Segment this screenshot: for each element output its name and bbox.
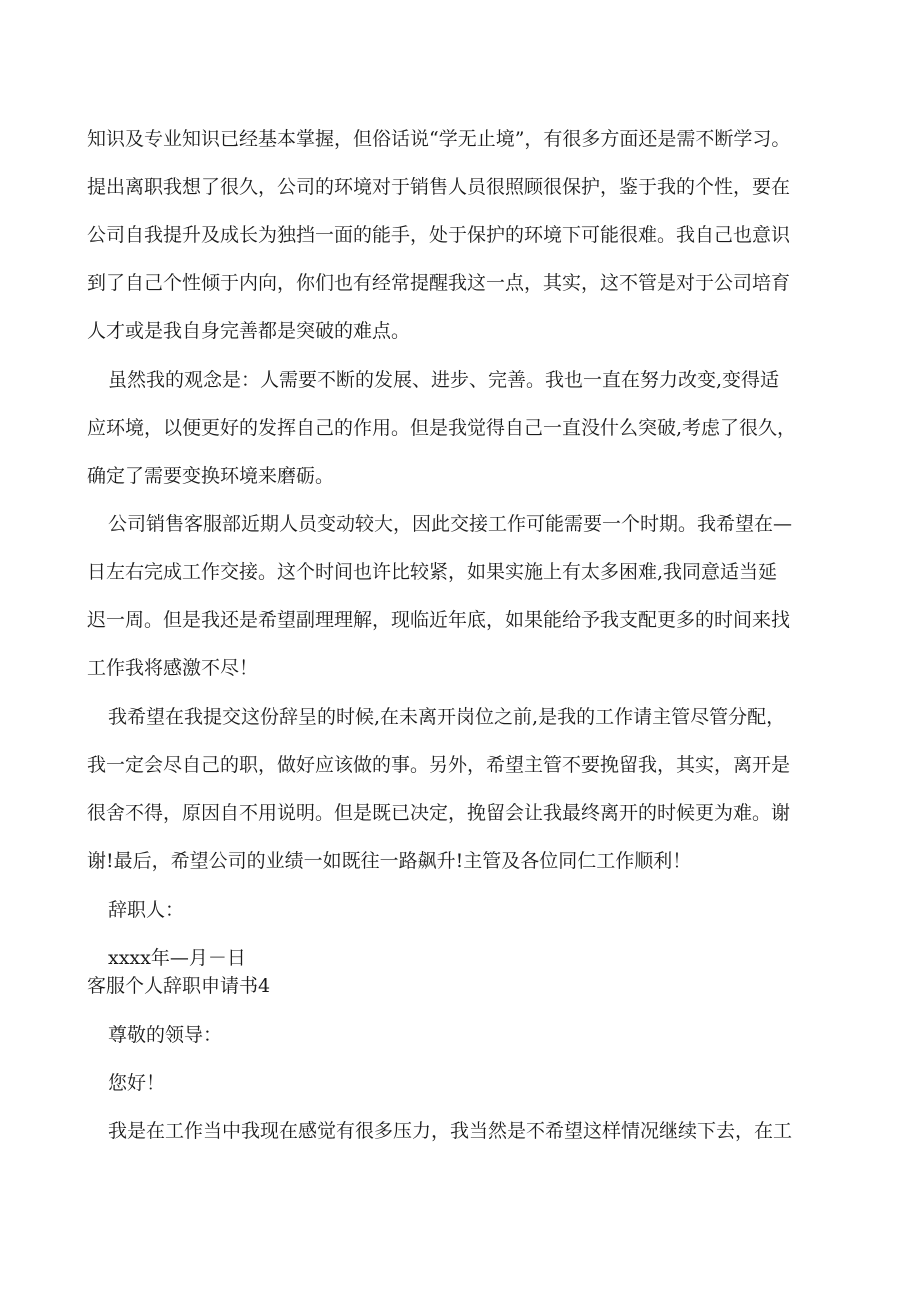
text-line: 知识及专业知识已经基本掌握，但俗话说“学无止境”，有很多方面还是需不断学习。: [87, 128, 791, 150]
text-line: 谢!最后，希望公司的业绩一如既往一路飙升!主管及各位同仁工作顺利！: [87, 850, 692, 872]
signature-label: 辞职人：: [108, 899, 185, 921]
text-line: 迟一周。但是我还是希望副理理解，现临近年底，如果能给予我支配更多的时间来找: [87, 609, 791, 631]
text-line: 公司销售客服部近期人员变动较大，因此交接工作可能需要一个时期。我希望在—: [108, 513, 793, 535]
text-line: 我希望在我提交这份辞呈的时候,在未离开岗位之前,是我的工作请主管尽管分配，: [108, 706, 786, 728]
section-title: 客服个人辞职申请书4: [87, 975, 271, 997]
salutation: 尊敬的领导：: [108, 1024, 223, 1046]
text-line: 到了自己个性倾于内向，你们也有经常提醒我这一点，其实，这不管是对于公司培育: [87, 272, 791, 294]
text-line: 公司自我提升及成长为独挡一面的能手，处于保护的环境下可能很难。我自己也意识: [87, 224, 791, 246]
text-line: 我一定会尽自己的职，做好应该做的事。另外，希望主管不要挽留我，其实，离开是: [87, 754, 791, 776]
text-line: 提出离职我想了很久，公司的环境对于销售人员很照顾很保护，鉴于我的个性，要在: [87, 176, 791, 198]
text-line: 虽然我的观念是：人需要不断的发展、进步、完善。我也一直在努力改变,变得适: [108, 369, 780, 391]
text-line: 日左右完成工作交接。这个时间也许比较紧，如果实施上有太多困难,我同意适当延: [87, 561, 778, 583]
greeting: 您好！: [108, 1072, 166, 1094]
text-line: 很舍不得，原因自不用说明。但是既已决定，挽留会让我最终离开的时候更为难。谢: [87, 802, 791, 824]
text-line: 人才或是我自身完善都是突破的难点。: [87, 320, 411, 342]
text-line: 我是在工作当中我现在感觉有很多压力，我当然是不希望这样情况继续下去，在工: [108, 1120, 793, 1142]
text-line: 工作我将感激不尽！: [87, 657, 259, 679]
text-line: 确定了需要变换环境来磨砺。: [87, 465, 335, 487]
text-line: 应环境，以便更好的发挥自己的作用。但是我觉得自己一直没什么突破,考虑了很久，: [87, 417, 797, 439]
date-line: xxxx年—月－日: [108, 947, 246, 969]
